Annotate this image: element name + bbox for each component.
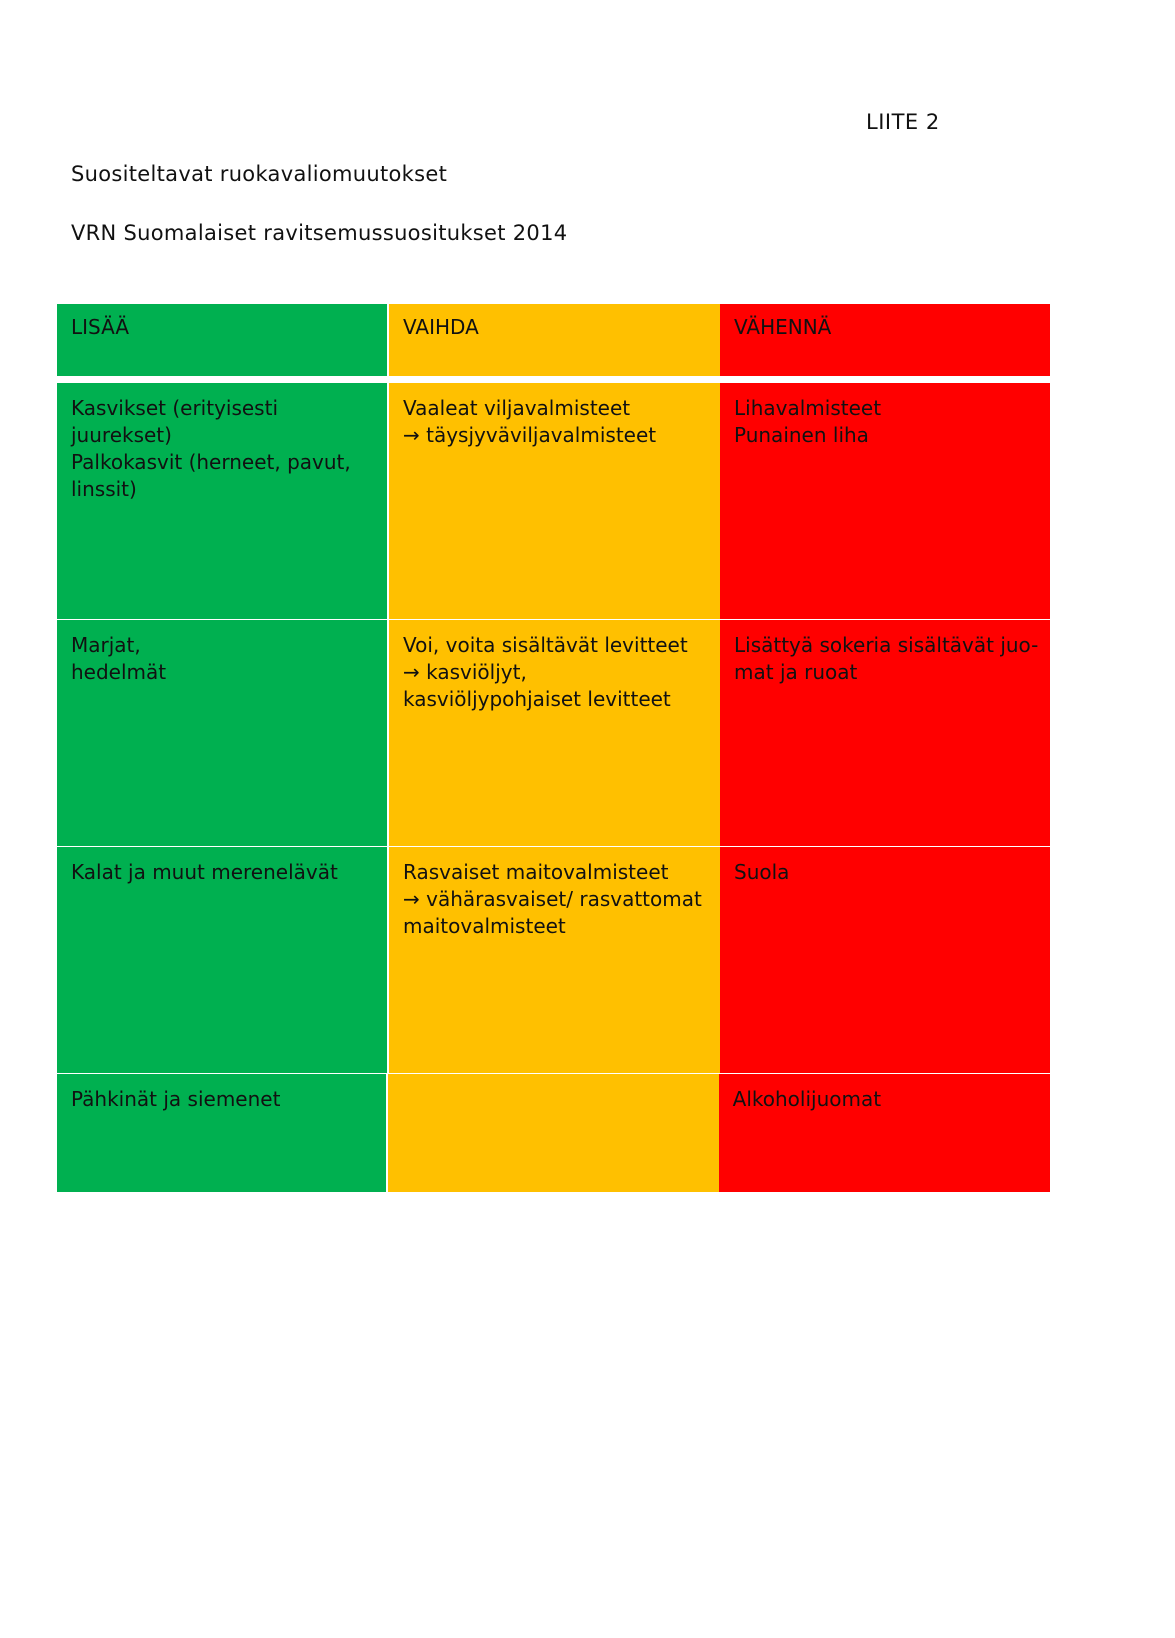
cell-increase: Kalat ja muut merenelävät — [57, 847, 387, 1073]
table-row — [57, 847, 1050, 1073]
cell-switch — [388, 1074, 718, 1192]
header-increase: LISÄÄ — [57, 304, 387, 376]
cell-increase: Kasvikset (erityisesti juurekset) Palkokasvit (herneet, pavut, linssit) — [57, 383, 387, 619]
cell-increase: Marjat, hedelmät — [57, 620, 387, 846]
document-subtitle: VRN Suomalaiset ravitsemussuositukset 2014 — [71, 221, 568, 245]
table-row — [57, 383, 1050, 619]
cell-reduce: Lihavalmisteet Punainen liha — [720, 383, 1050, 619]
cell-increase: Pähkinät ja siemenet — [57, 1074, 386, 1192]
table-row — [57, 1074, 1050, 1192]
cell-switch: Rasvaiset maitovalmisteet → vähärasvaiset/ rasvattomat maitovalmisteet — [389, 847, 720, 1073]
cell-reduce: Alkoholijuomat — [719, 1074, 1050, 1192]
header-switch: VAIHDA — [389, 304, 720, 376]
cell-switch: Voi, voita sisältävät levitteet → kasviöljyt, kasviöljypohjaiset levitteet — [389, 620, 720, 846]
cell-reduce: Lisättyä sokeria sisältävät juo- mat ja ruoat — [720, 620, 1050, 846]
table-header-row — [57, 304, 1050, 376]
cell-switch: Vaaleat viljavalmisteet → täysjyväviljavalmisteet — [389, 383, 720, 619]
recommendation-table — [57, 304, 1050, 1192]
document-title: Suositeltavat ruokavaliomuutokset — [71, 162, 448, 186]
attachment-label: LIITE 2 — [866, 110, 940, 134]
cell-reduce: Suola — [720, 847, 1050, 1073]
table-row — [57, 620, 1050, 846]
header-reduce: VÄHENNÄ — [720, 304, 1050, 376]
